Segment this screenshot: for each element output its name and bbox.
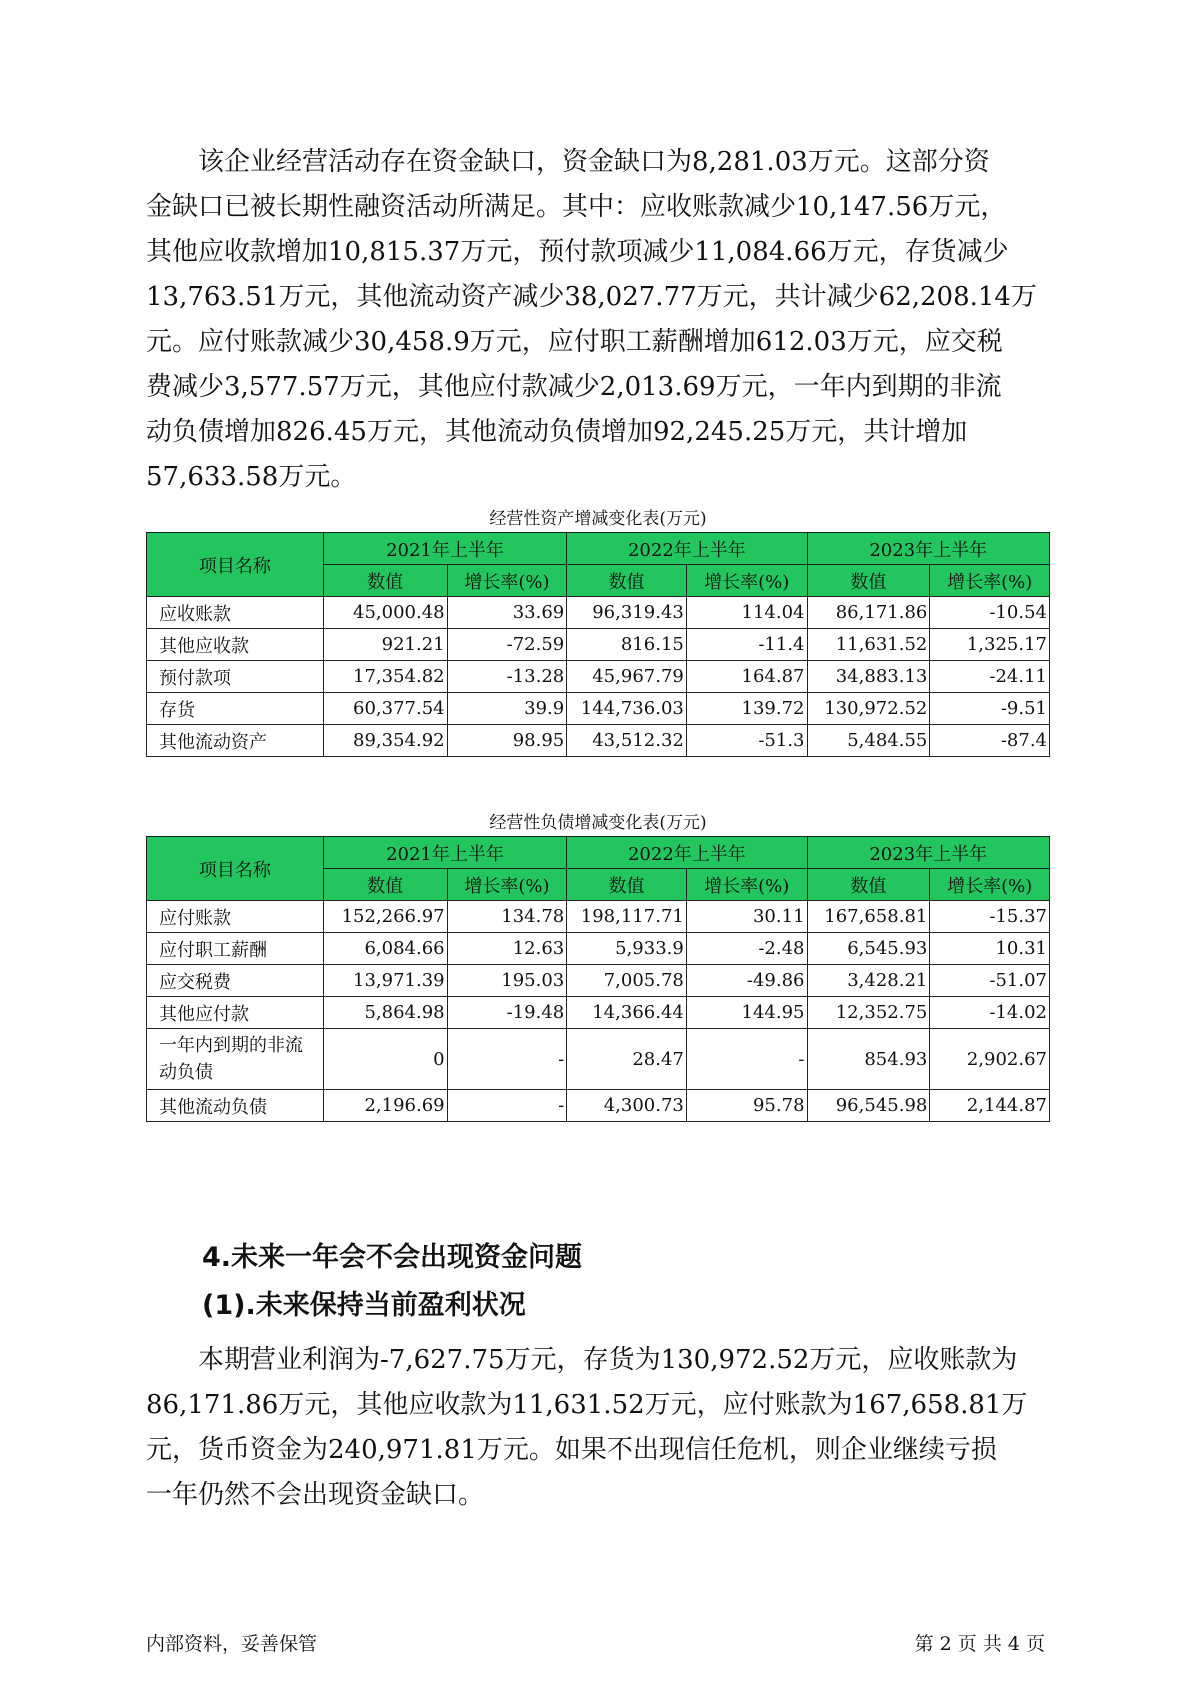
row-name: 应交税费 [147,965,324,997]
growth-cell: 30.11 [686,901,807,933]
table-row [147,933,1050,965]
value-cell: 89,354.92 [323,725,447,757]
value-cell: 43,512.32 [567,725,687,757]
growth-cell: 2,144.87 [930,1090,1050,1122]
growth-cell: - [447,1090,567,1122]
value-cell: 6,545.93 [807,933,930,965]
growth-cell: -13.28 [447,661,567,693]
growth-cell: -24.11 [930,661,1050,693]
paragraph-line: 一年仍然不会出现资金缺口。 [146,1480,485,1510]
value-cell: 45,000.48 [323,597,447,629]
growth-header: 增长率(%) [447,565,567,597]
subsection-heading: (1).未来保持当前盈利状况 [202,1290,526,1321]
value-cell: 11,631.52 [807,629,930,661]
growth-header: 增长率(%) [686,565,807,597]
value-cell: 130,972.52 [807,693,930,725]
value-cell: 96,319.43 [567,597,687,629]
paragraph-line: 86,171.86万元，其他应收款为11,631.52万元，应付账款为167,658.81万 [146,1390,1028,1420]
growth-cell: 95.78 [686,1090,807,1122]
value-cell: 6,084.66 [323,933,447,965]
growth-cell: -49.86 [686,965,807,997]
growth-cell: 33.69 [447,597,567,629]
growth-cell: -51.07 [930,965,1050,997]
table-row [147,1090,1050,1122]
value-cell: 28.47 [567,1029,687,1090]
period-header: 2021年上半年 [323,837,567,869]
paragraph-line: 13,763.51万元，其他流动资产减少38,027.77万元，共计减少62,208.14万 [146,282,1037,312]
growth-cell: 144.95 [686,997,807,1029]
growth-cell: -14.02 [930,997,1050,1029]
growth-cell: -51.3 [686,725,807,757]
row-name: 其他流动资产 [147,725,324,757]
value-cell: 60,377.54 [323,693,447,725]
growth-cell: 98.95 [447,725,567,757]
paragraph-line: 金缺口已被长期性融资活动所满足。其中：应收账款减少10,147.56万元， [146,192,1007,222]
growth-cell: 10.31 [930,933,1050,965]
value-cell: 3,428.21 [807,965,930,997]
assets-table [146,532,1050,757]
paragraph-line: 元，货币资金为240,971.81万元。如果不出现信任危机，则企业继续亏损 [146,1435,997,1465]
paragraph-line: 本期营业利润为-7,627.75万元，存货为130,972.52万元，应收账款为 [198,1345,1018,1375]
growth-cell: -11.4 [686,629,807,661]
paragraph-outlook [146,1338,1046,1518]
row-name: 应收账款 [147,597,324,629]
table-row [147,1029,1050,1090]
section-heading: 4.未来一年会不会出现资金问题 [202,1242,583,1273]
value-cell: 13,971.39 [323,965,447,997]
paragraph-funding-gap [146,140,1046,500]
table-row [147,693,1050,725]
value-cell: 14,366.44 [567,997,687,1029]
growth-cell: -19.48 [447,997,567,1029]
growth-header: 增长率(%) [930,565,1050,597]
growth-cell: 12.63 [447,933,567,965]
growth-header: 增长率(%) [686,869,807,901]
value-cell: 144,736.03 [567,693,687,725]
table-row [147,965,1050,997]
value-cell: 96,545.98 [807,1090,930,1122]
growth-cell: 1,325.17 [930,629,1050,661]
item-name-header: 项目名称 [147,533,324,597]
value-header: 数值 [807,565,930,597]
growth-cell: -2.48 [686,933,807,965]
growth-cell: -87.4 [930,725,1050,757]
value-header: 数值 [567,565,687,597]
row-name: 应付职工薪酬 [147,933,324,965]
growth-cell: -10.54 [930,597,1050,629]
growth-header: 增长率(%) [447,869,567,901]
assets-table-caption: 经营性资产增减变化表(万元) [489,509,707,529]
period-header: 2022年上半年 [567,837,807,869]
value-header: 数值 [567,869,687,901]
row-name: 存货 [147,693,324,725]
paragraph-line: 该企业经营活动存在资金缺口，资金缺口为8,281.03万元。这部分资 [198,147,990,177]
value-cell: 34,883.13 [807,661,930,693]
period-header: 2021年上半年 [323,533,567,565]
table-row [147,997,1050,1029]
value-cell: 152,266.97 [323,901,447,933]
value-cell: 2,196.69 [323,1090,447,1122]
growth-cell: -15.37 [930,901,1050,933]
liabilities-table [146,836,1050,1122]
paragraph-line: 元。应付账款减少30,458.9万元，应付职工薪酬增加612.03万元，应交税 [146,327,1003,357]
growth-cell: 2,902.67 [930,1029,1050,1090]
table-row [147,725,1050,757]
value-cell: 4,300.73 [567,1090,687,1122]
paragraph-line: 费减少3,577.57万元，其他应付款减少2,013.69万元，一年内到期的非流 [146,372,1002,402]
value-cell: 86,171.86 [807,597,930,629]
row-name: 其他流动负债 [147,1090,324,1122]
growth-cell: 114.04 [686,597,807,629]
table-row [147,629,1050,661]
period-header: 2023年上半年 [807,533,1049,565]
value-cell: 198,117.71 [567,901,687,933]
value-cell: 17,354.82 [323,661,447,693]
value-cell: 921.21 [323,629,447,661]
row-name: 一年内到期的非流动负债 [147,1029,324,1090]
value-cell: 45,967.79 [567,661,687,693]
value-cell: 0 [323,1029,447,1090]
table-row [147,597,1050,629]
value-cell: 12,352.75 [807,997,930,1029]
footer-confidential-note: 内部资料，妥善保管 [146,1633,318,1655]
footer-page-number: 第 2 页 共 4 页 [914,1633,1045,1655]
value-cell: 5,864.98 [323,997,447,1029]
table-row [147,901,1050,933]
growth-cell: -9.51 [930,693,1050,725]
growth-cell: 139.72 [686,693,807,725]
growth-cell: - [686,1029,807,1090]
value-header: 数值 [807,869,930,901]
growth-cell: - [447,1029,567,1090]
table-row [147,661,1050,693]
value-cell: 167,658.81 [807,901,930,933]
period-header: 2022年上半年 [567,533,807,565]
growth-cell: 164.87 [686,661,807,693]
growth-cell: -72.59 [447,629,567,661]
value-header: 数值 [323,869,447,901]
period-header: 2023年上半年 [807,837,1049,869]
liabilities-table-caption: 经营性负债增减变化表(万元) [489,813,707,833]
paragraph-line: 57,633.58万元。 [146,462,357,492]
growth-cell: 195.03 [447,965,567,997]
growth-header: 增长率(%) [930,869,1050,901]
growth-cell: 134.78 [447,901,567,933]
value-cell: 5,484.55 [807,725,930,757]
paragraph-line: 动负债增加826.45万元，其他流动负债增加92,245.25万元，共计增加 [146,417,968,447]
row-name: 应付账款 [147,901,324,933]
value-cell: 816.15 [567,629,687,661]
value-cell: 854.93 [807,1029,930,1090]
row-name: 其他应付款 [147,997,324,1029]
value-cell: 5,933.9 [567,933,687,965]
row-name: 预付款项 [147,661,324,693]
paragraph-line: 其他应收款增加10,815.37万元，预付款项减少11,084.66万元，存货减少 [146,237,1009,267]
value-cell: 7,005.78 [567,965,687,997]
growth-cell: 39.9 [447,693,567,725]
value-header: 数值 [323,565,447,597]
item-name-header: 项目名称 [147,837,324,901]
row-name: 其他应收款 [147,629,324,661]
